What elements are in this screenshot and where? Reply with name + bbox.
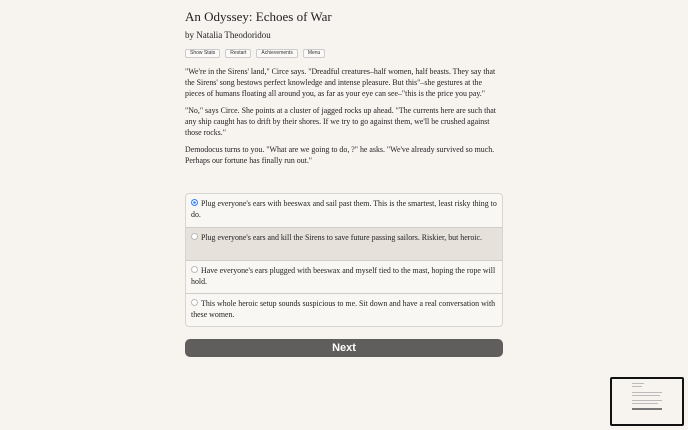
choice-option[interactable] xyxy=(186,293,502,326)
menu-button[interactable]: Menu xyxy=(303,49,326,58)
radio-icon[interactable] xyxy=(191,299,198,306)
author-byline: by Natalia Theodoridou xyxy=(185,30,271,40)
choice-option[interactable] xyxy=(186,227,502,260)
story-paragraph: "No," says Circe. She points at a cluster of jagged rocks up ahead. "The currents here are such that any ship caught has to drift by their shores. If we try to go against them, we'll be crushed against those rocks." xyxy=(185,106,496,137)
show-stats-button[interactable]: Show Stats xyxy=(185,49,220,58)
choice-option[interactable] xyxy=(186,260,502,293)
achievements-button[interactable]: Achievements xyxy=(256,49,297,58)
radio-icon[interactable] xyxy=(191,266,198,273)
choice-label: Plug everyone's ears with beeswax and sail past them. This is the smartest, least risky thing to do. xyxy=(191,199,497,219)
story-paragraph: Demodocus turns to you. "What are we going to do, ?" he asks. "We've already survived so much. Perhaps our fortune has finally run out." xyxy=(185,145,495,165)
toolbar xyxy=(185,49,325,58)
restart-button[interactable]: Restart xyxy=(225,49,251,58)
page-thumbnail[interactable] xyxy=(610,377,684,426)
radio-icon[interactable] xyxy=(191,233,198,240)
story-paragraph: "We're in the Sirens' land," Circe says. "Dreadful creatures–half women, half beasts. They say that the Sirens' song bestows perfect knowledge and intense pleasure. But this"–she gestures at the pieces of humans floating all around you, as far as your eye can see–"this is the price you pay." xyxy=(185,67,496,98)
choice-label: Have everyone's ears plugged with beeswax and myself tied to the mast, hoping the rope will hold. xyxy=(191,266,496,286)
radio-selected-icon[interactable] xyxy=(191,199,198,206)
story-text xyxy=(185,66,503,172)
next-button[interactable]: Next xyxy=(185,339,503,357)
choice-label: This whole heroic setup sounds suspicious to me. Sit down and have a real conversation with these women. xyxy=(191,299,496,319)
choice-option[interactable] xyxy=(186,194,502,227)
choice-label: Plug everyone's ears and kill the Sirens to save future passing sailors. Riskier, but heroic. xyxy=(201,233,482,242)
choice-list xyxy=(185,193,503,327)
page-title: An Odyssey: Echoes of War xyxy=(185,9,332,24)
